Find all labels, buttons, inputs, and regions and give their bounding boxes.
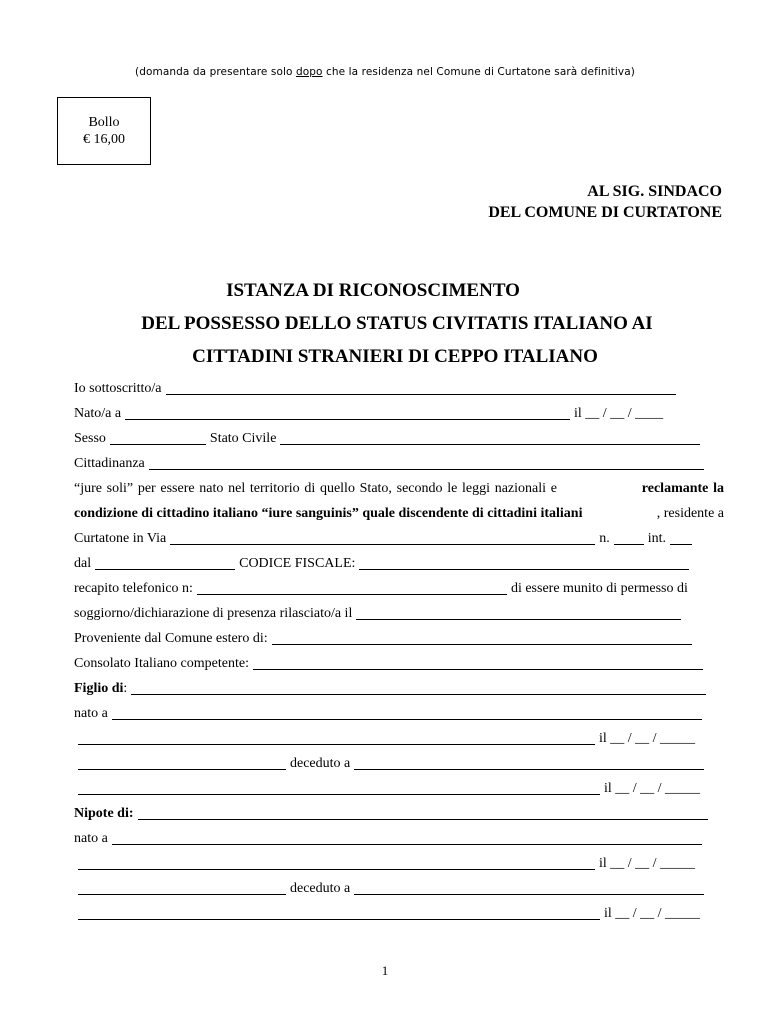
field-nipote-nato-a[interactable] bbox=[112, 826, 702, 845]
field-sottoscritto[interactable] bbox=[166, 376, 676, 395]
label-nipote-nato-a: nato a bbox=[74, 831, 108, 846]
row-cittadinanza bbox=[74, 451, 724, 476]
field-nipote-nome-deceduto[interactable] bbox=[78, 876, 286, 895]
note-text-before: (domanda da presentare solo bbox=[135, 66, 296, 78]
label-proveniente: Proveniente dal Comune estero di: bbox=[74, 631, 268, 646]
label-figlio-di: Figlio di bbox=[74, 681, 124, 696]
label-via: Curtatone in Via bbox=[74, 531, 167, 546]
field-nipote-di[interactable] bbox=[138, 801, 708, 820]
field-interno[interactable] bbox=[670, 526, 692, 545]
field-dal[interactable] bbox=[95, 551, 235, 570]
row-soggiorno bbox=[74, 601, 724, 626]
text-munito: di essere munito di permesso di bbox=[510, 581, 688, 596]
row-consolato bbox=[74, 651, 724, 676]
field-nipote-data-decesso[interactable]: il __ / __ / _____ bbox=[604, 906, 701, 921]
field-nipote-luogo-decesso[interactable] bbox=[78, 901, 600, 920]
note-text-underlined: dopo bbox=[296, 66, 323, 78]
row-jure-soli bbox=[74, 476, 724, 501]
label-civico: n. bbox=[599, 531, 610, 546]
label-figlio-colon: : bbox=[123, 681, 128, 696]
document-title-line-1: ISTANZA DI RICONOSCIMENTO bbox=[226, 280, 520, 301]
label-recapito: recapito telefonico n: bbox=[74, 581, 193, 596]
field-nipote-luogo-2[interactable] bbox=[78, 851, 595, 870]
row-nipote-deceduto bbox=[74, 876, 724, 901]
label-sottoscritto: Io sottoscritto/a bbox=[74, 381, 162, 396]
field-codice-fiscale[interactable] bbox=[359, 551, 689, 570]
row-via bbox=[74, 526, 724, 551]
row-nipote-nato-a bbox=[74, 826, 724, 851]
row-figlio-nato-a bbox=[74, 701, 724, 726]
label-stato-civile: Stato Civile bbox=[209, 431, 277, 446]
row-recapito bbox=[74, 576, 724, 601]
document-title-line-3: CITTADINI STRANIERI DI CEPPO ITALIANO bbox=[192, 346, 598, 367]
field-nipote-deceduto-a[interactable] bbox=[354, 876, 704, 895]
row-codice-fiscale bbox=[74, 551, 724, 576]
application-form bbox=[74, 376, 724, 926]
field-figlio-deceduto-a[interactable] bbox=[354, 751, 704, 770]
field-recapito[interactable] bbox=[197, 576, 507, 595]
stamp-label: Bollo bbox=[88, 115, 120, 130]
row-condizione bbox=[74, 501, 724, 526]
stamp-box bbox=[57, 97, 151, 165]
field-figlio-data[interactable]: il __ / __ / _____ bbox=[599, 731, 696, 746]
field-nipote-data[interactable]: il __ / __ / _____ bbox=[599, 856, 696, 871]
field-figlio-luogo-2[interactable] bbox=[78, 726, 595, 745]
label-nipote-deceduto: deceduto a bbox=[290, 881, 351, 896]
submission-note bbox=[0, 66, 770, 78]
row-sesso bbox=[74, 426, 724, 451]
row-sottoscritto bbox=[74, 376, 724, 401]
label-consolato: Consolato Italiano competente: bbox=[74, 656, 249, 671]
label-interno: int. bbox=[647, 531, 666, 546]
field-soggiorno[interactable] bbox=[356, 601, 681, 620]
field-civico[interactable] bbox=[614, 526, 644, 545]
text-jure-soli: “jure soli” per essere nato nel territorio di quello Stato, secondo le leggi nazionali e bbox=[74, 481, 557, 496]
field-figlio-luogo-decesso[interactable] bbox=[78, 776, 600, 795]
field-figlio-nome-deceduto[interactable] bbox=[78, 751, 286, 770]
field-sesso[interactable] bbox=[110, 426, 206, 445]
label-figlio-deceduto: deceduto a bbox=[290, 756, 351, 771]
addressee-line-2: DEL COMUNE DI CURTATONE bbox=[488, 204, 722, 221]
page-number: 1 bbox=[381, 963, 389, 978]
text-reclamante: reclamante la bbox=[641, 481, 724, 496]
field-proveniente[interactable] bbox=[272, 626, 692, 645]
document-title-line-2: DEL POSSESSO DELLO STATUS CIVITATIS ITALIANO AI bbox=[141, 313, 653, 334]
note-text-after: che la residenza nel Comune di Curtatone sarà definitiva) bbox=[322, 66, 635, 78]
row-proveniente bbox=[74, 626, 724, 651]
text-residente: , residente a bbox=[656, 506, 724, 521]
row-figlio-data-decesso bbox=[74, 776, 724, 801]
text-condizione: condizione di cittadino italiano “iure sanguinis” quale discendente di cittadini italiani bbox=[74, 506, 583, 521]
label-sesso: Sesso bbox=[74, 431, 106, 446]
row-figlio-di bbox=[74, 676, 724, 701]
addressee-line-1: AL SIG. SINDACO bbox=[587, 183, 722, 200]
field-figlio-nato-a[interactable] bbox=[112, 701, 702, 720]
label-dal: dal bbox=[74, 556, 92, 571]
stamp-amount: € 16,00 bbox=[83, 132, 125, 147]
field-figlio-data-decesso[interactable]: il __ / __ / _____ bbox=[604, 781, 701, 796]
row-figlio-data bbox=[74, 726, 724, 751]
row-nipote-data-decesso bbox=[74, 901, 724, 926]
label-soggiorno: soggiorno/dichiarazione di presenza rilasciato/a il bbox=[74, 606, 353, 621]
label-nato-a: Nato/a a bbox=[74, 406, 122, 421]
field-luogo-nascita[interactable] bbox=[125, 401, 570, 420]
field-cittadinanza[interactable] bbox=[149, 451, 704, 470]
field-figlio-di[interactable] bbox=[131, 676, 706, 695]
row-nipote-data bbox=[74, 851, 724, 876]
field-via[interactable] bbox=[170, 526, 595, 545]
label-figlio-nato-a: nato a bbox=[74, 706, 108, 721]
row-nipote-di bbox=[74, 801, 724, 826]
label-cittadinanza: Cittadinanza bbox=[74, 456, 145, 471]
field-stato-civile[interactable] bbox=[280, 426, 700, 445]
label-codice-fiscale: CODICE FISCALE: bbox=[239, 556, 356, 571]
row-nato bbox=[74, 401, 724, 426]
row-figlio-deceduto bbox=[74, 751, 724, 776]
field-consolato[interactable] bbox=[253, 651, 703, 670]
label-nipote-di: Nipote di: bbox=[74, 806, 134, 821]
addressee bbox=[488, 181, 722, 223]
field-data-nascita[interactable]: il __ / __ / ____ bbox=[574, 406, 664, 421]
